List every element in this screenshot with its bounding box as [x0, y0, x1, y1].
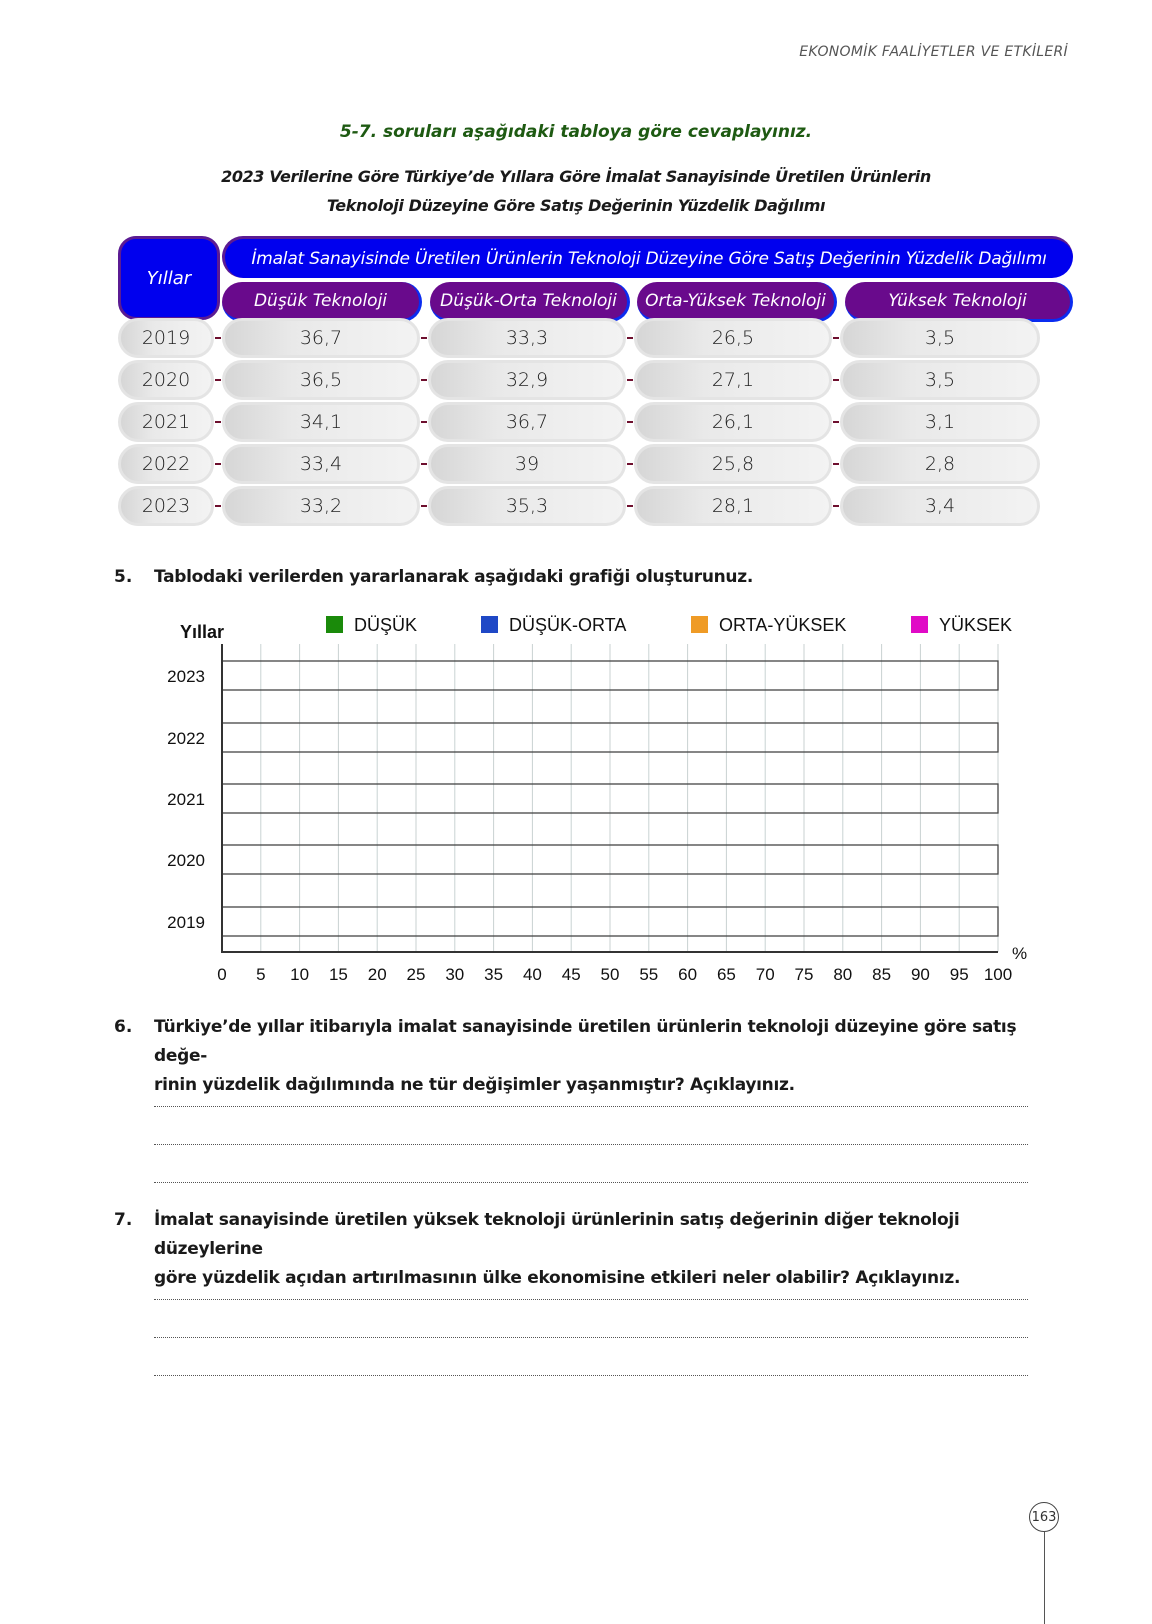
connector: [421, 337, 427, 339]
question-number: 6.: [114, 1017, 133, 1037]
connector: [833, 421, 839, 423]
question-text: Tablodaki verilerden yararlanarak aşağıdaki grafiği oluşturunuz.: [154, 567, 753, 587]
connector: [627, 337, 633, 339]
x-tick-label: 50: [600, 965, 620, 984]
y-tick-label: 2021: [167, 790, 205, 809]
answer-line[interactable]: [154, 1182, 1028, 1183]
value-cell: 3,4: [840, 486, 1040, 526]
x-tick-label: 25: [406, 965, 426, 984]
answer-line[interactable]: [154, 1375, 1028, 1376]
table-row: [118, 402, 1073, 442]
legend-swatch: [481, 616, 498, 633]
connector: [215, 337, 221, 339]
question-text-line: göre yüzdelik açıdan artırılmasının ülke ekonomisine etkileri neler olabilir? Açıklayınız.: [154, 1268, 961, 1288]
legend-label: DÜŞÜK: [354, 615, 418, 635]
legend-label: DÜŞÜK-ORTA: [509, 615, 627, 635]
value-cell: 3,5: [840, 318, 1040, 358]
connector: [215, 505, 221, 507]
x-tick-label: 60: [678, 965, 698, 984]
legend-label: YÜKSEK: [939, 615, 1013, 635]
value-cell: 26,5: [634, 318, 832, 358]
years-header: Yıllar: [118, 236, 220, 320]
year-cell: 2022: [118, 444, 214, 484]
value-cell: 39: [428, 444, 626, 484]
connector: [627, 379, 633, 381]
year-cell: 2019: [118, 318, 214, 358]
column-header-low-medium: Düşük-Orta Teknoloji: [430, 282, 630, 322]
value-cell: 35,3: [428, 486, 626, 526]
value-cell: 36,7: [428, 402, 626, 442]
legend-swatch: [911, 616, 928, 633]
y-tick-label: 2022: [167, 729, 205, 748]
x-tick-label: 15: [328, 965, 348, 984]
x-axis-unit: %: [1012, 944, 1028, 963]
table-row: [118, 486, 1073, 526]
x-tick-label: 30: [445, 965, 465, 984]
column-header-medium-high: Orta-Yüksek Teknoloji: [637, 282, 837, 322]
connector: [627, 463, 633, 465]
value-cell: 33,4: [222, 444, 420, 484]
table-title-line-2: Teknoloji Düzeyine Göre Satış Değerinin Yüzdelik Dağılımı: [326, 196, 826, 215]
value-cell: 25,8: [634, 444, 832, 484]
x-tick-label: 40: [522, 965, 542, 984]
answer-line[interactable]: [154, 1144, 1028, 1145]
connector: [215, 379, 221, 381]
value-cell: 32,9: [428, 360, 626, 400]
value-cell: 36,5: [222, 360, 420, 400]
x-tick-label: 95: [949, 965, 969, 984]
x-tick-label: 85: [872, 965, 892, 984]
year-cell: 2021: [118, 402, 214, 442]
value-cell: 33,3: [428, 318, 626, 358]
value-cell: 3,5: [840, 360, 1040, 400]
connector: [833, 463, 839, 465]
answer-line[interactable]: [154, 1337, 1028, 1338]
x-tick-label: 75: [794, 965, 814, 984]
value-cell: 26,1: [634, 402, 832, 442]
y-tick-label: 2019: [167, 913, 205, 932]
value-cell: 3,1: [840, 402, 1040, 442]
table-row: [118, 318, 1073, 358]
y-tick-label: 2020: [167, 851, 205, 870]
table-row: [118, 444, 1073, 484]
chart-svg: [0, 600, 1152, 1000]
x-tick-label: 90: [910, 965, 930, 984]
question-number: 5.: [114, 567, 133, 587]
column-header-high: Yüksek Teknoloji: [845, 282, 1073, 322]
value-cell: 33,2: [222, 486, 420, 526]
connector: [421, 421, 427, 423]
year-cell: 2020: [118, 360, 214, 400]
connector: [421, 505, 427, 507]
x-tick-label: 5: [256, 965, 266, 984]
connector: [833, 337, 839, 339]
connector: [215, 421, 221, 423]
y-axis-title: Yıllar: [180, 622, 225, 642]
connector: [627, 421, 633, 423]
instruction: 5-7. soruları aşağıdaki tabloya göre cevaplayınız.: [339, 122, 813, 142]
x-tick-label: 10: [290, 965, 310, 984]
answer-line[interactable]: [154, 1106, 1028, 1107]
x-tick-label: 65: [716, 965, 736, 984]
answer-line[interactable]: [154, 1299, 1028, 1300]
value-cell: 36,7: [222, 318, 420, 358]
x-tick-label: 0: [217, 965, 227, 984]
question-text-line: İmalat sanayisinde üretilen yüksek teknoloji ürünlerinin satış değerinin diğer teknoloji düzeylerine: [154, 1210, 960, 1259]
question-text-line: Türkiye’de yıllar itibarıyla imalat sanayisinde üretilen ürünlerin teknoloji düzeyine göre satış değe-: [154, 1017, 1017, 1066]
connector: [833, 379, 839, 381]
value-cell: 2,8: [840, 444, 1040, 484]
x-tick-label: 70: [755, 965, 775, 984]
column-header-low: Düşük Teknoloji: [222, 282, 422, 322]
value-cell: 34,1: [222, 402, 420, 442]
question-text-line: rinin yüzdelik dağılımında ne tür değişimler yaşanmıştır? Açıklayınız.: [154, 1075, 795, 1095]
x-tick-label: 80: [833, 965, 853, 984]
legend-label: ORTA-YÜKSEK: [719, 615, 847, 635]
page-number: 163: [1029, 1502, 1059, 1532]
connector: [215, 463, 221, 465]
x-tick-label: 20: [367, 965, 387, 984]
table-row: [118, 360, 1073, 400]
x-tick-label: 55: [639, 965, 659, 984]
connector: [421, 463, 427, 465]
x-tick-label: 35: [484, 965, 504, 984]
main-header: İmalat Sanayisinde Üretilen Ürünlerin Teknoloji Düzeyine Göre Satış Değerinin Yüzdelik Dağılımı: [222, 236, 1073, 278]
x-tick-label: 100: [983, 965, 1013, 984]
connector: [833, 505, 839, 507]
running-head: EKONOMİK FAALİYETLER VE ETKİLERİ: [799, 44, 1068, 60]
connector: [627, 505, 633, 507]
legend-swatch: [691, 616, 708, 633]
x-tick-label: 45: [561, 965, 581, 984]
connector: [421, 379, 427, 381]
table-title-line-1: 2023 Verilerine Göre Türkiye’de Yıllara Göre İmalat Sanayisinde Üretilen Ürünlerin: [221, 167, 931, 186]
value-cell: 27,1: [634, 360, 832, 400]
y-tick-label: 2023: [167, 667, 205, 686]
page-number-stem: [1044, 1532, 1045, 1624]
year-cell: 2023: [118, 486, 214, 526]
blank-stacked-bar-chart: [0, 600, 1152, 1000]
question-number: 7.: [114, 1210, 133, 1230]
value-cell: 28,1: [634, 486, 832, 526]
table-title: [0, 162, 1152, 220]
legend-swatch: [326, 616, 343, 633]
